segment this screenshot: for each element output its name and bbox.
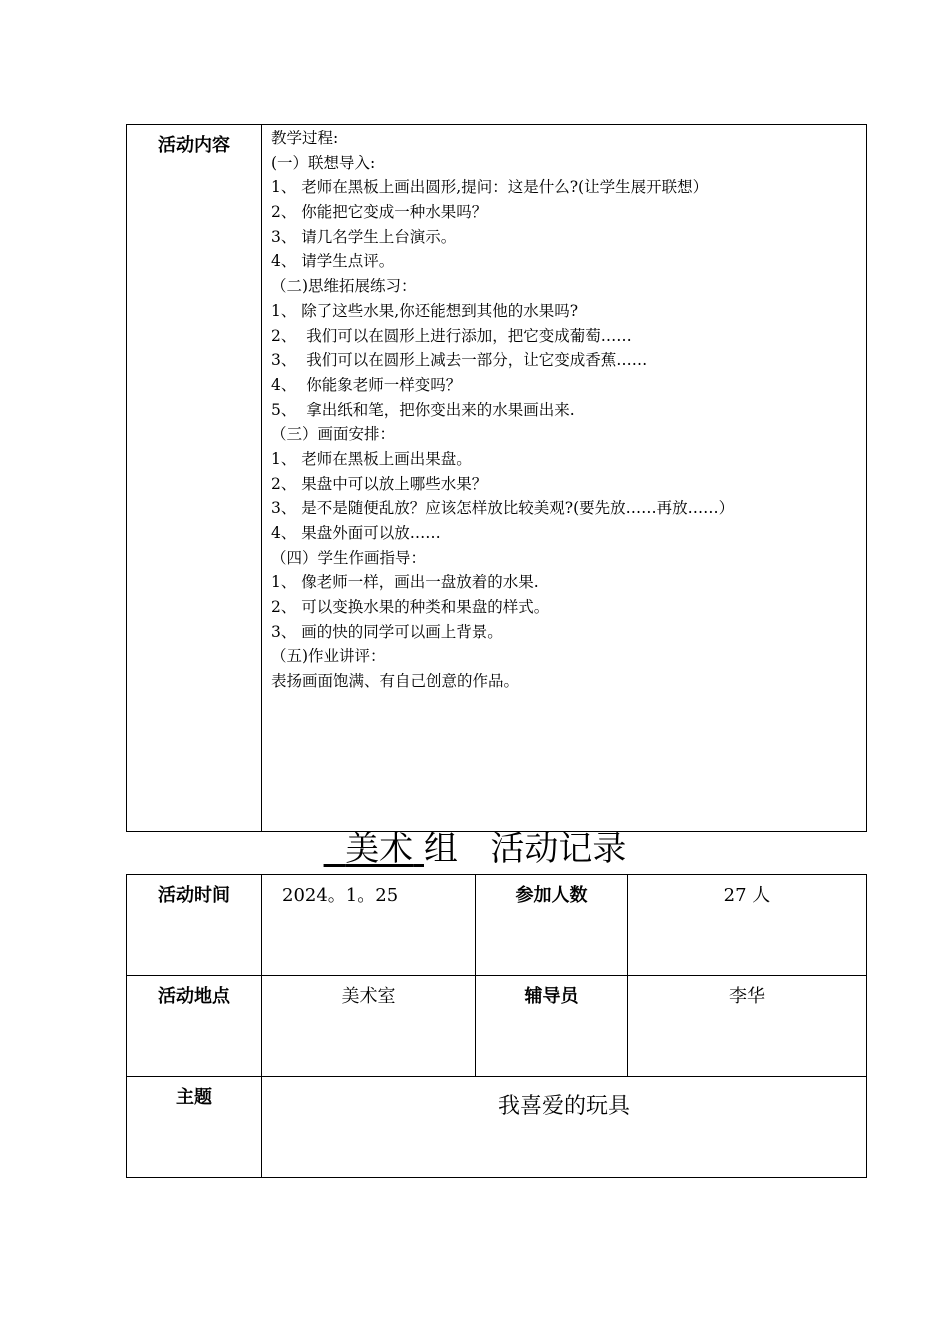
- record-row-topic: [127, 1077, 867, 1178]
- content-line: （五)作业讲评：: [271, 647, 386, 666]
- content-line: 1、 老师在黑板上画出果盘。: [271, 449, 472, 468]
- content-line: 2、 果盘中可以放上哪些水果？: [271, 474, 488, 493]
- location-label: 活动地点: [127, 976, 262, 1077]
- title-group-suffix: 组: [424, 829, 458, 869]
- activity-record-table: [126, 874, 867, 1178]
- content-line: （四）学生作画指导：: [271, 548, 427, 567]
- content-line: (一）联想导入:: [271, 153, 376, 172]
- content-line: 1、 老师在黑板上画出圆形,提问：这是什么?(让学生展开联想）: [271, 178, 709, 197]
- content-line: 2、 你能把它变成一种水果吗？: [271, 203, 488, 222]
- activity-content-label: 活动内容: [127, 125, 262, 832]
- time-label: 活动时间: [127, 875, 262, 976]
- content-line: 3、 是不是随便乱放？应该怎样放比较美观?(要先放……再放……）: [271, 499, 735, 518]
- title-group-name: 美术: [345, 829, 414, 869]
- content-line: 1、 除了这些水果,你还能想到其他的水果吗?: [271, 301, 579, 320]
- content-line: （三）画面安排：: [271, 425, 396, 444]
- record-title: [0, 824, 950, 874]
- topic-value: 我喜爱的玩具: [262, 1077, 867, 1178]
- content-line: 1、 像老师一样，画出一盘放着的水果.: [271, 573, 539, 592]
- content-line: 4、 请学生点评。: [271, 252, 395, 271]
- content-line: （二)思维拓展练习：: [271, 277, 417, 296]
- content-line: 3、 画的快的同学可以画上背景。: [271, 622, 503, 641]
- content-line: 表扬画面饱满、有自己创意的作品。: [271, 672, 520, 691]
- content-line: 3、 我们可以在圆形上减去一部分，让它变成香蕉……: [271, 351, 648, 370]
- content-line: 2、 我们可以在圆形上进行添加，把它变成葡萄……: [271, 326, 632, 345]
- title-record: 活动记录: [490, 829, 627, 869]
- activity-content-row: [127, 125, 867, 832]
- activity-content-body: [262, 125, 867, 832]
- location-value: 美术室: [262, 976, 476, 1077]
- record-row-time: [127, 875, 867, 976]
- content-line: 3、 请几名学生上台演示。: [271, 227, 457, 246]
- instructor-value: 李华: [628, 976, 867, 1077]
- instructor-label: 辅导员: [476, 976, 628, 1077]
- time-value: 2024。1。25: [262, 875, 476, 976]
- content-line: 2、 可以变换水果的种类和果盘的样式。: [271, 598, 550, 617]
- activity-content-table: [126, 124, 867, 832]
- topic-label: 主题: [127, 1077, 262, 1178]
- record-row-location: [127, 976, 867, 1077]
- participants-label: 参加人数: [476, 875, 628, 976]
- content-line: 4、 你能象老师一样变吗？: [271, 375, 462, 394]
- participants-value: 27 人: [628, 875, 867, 976]
- content-line: 5、 拿出纸和笔，把你变出来的水果画出来.: [271, 400, 575, 419]
- content-line: 4、 果盘外面可以放……: [271, 524, 441, 542]
- content-line: 教学过程:: [271, 129, 339, 147]
